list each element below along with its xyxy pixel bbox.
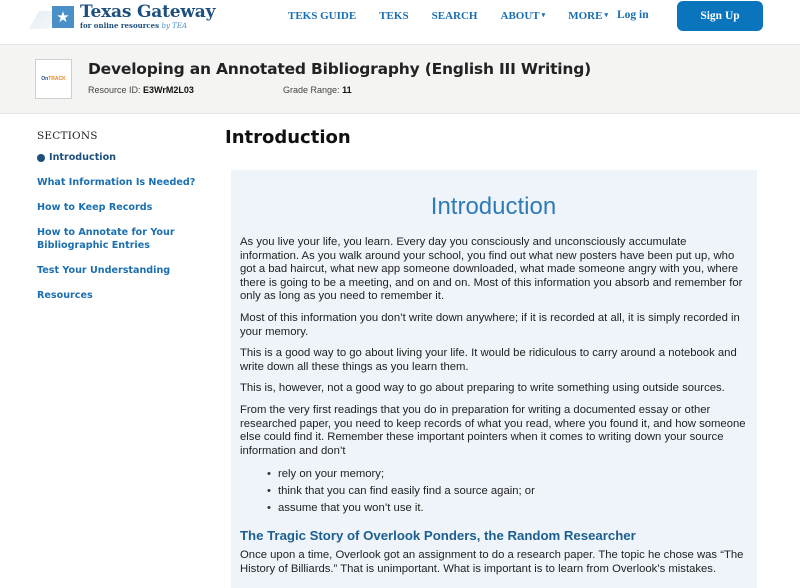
grade-range-label: Grade Range: [283, 85, 340, 95]
sidebar-item-what-information[interactable] [37, 176, 217, 189]
sidebar-item-introduction[interactable] [37, 151, 217, 164]
resource-title: Developing an Annotated Bibliography (English III Writing) [88, 60, 592, 78]
paragraph: From the very first readings that you do in preparation for writing a documented essay or other researched paper, you need to keep records of what you read, where you found it, and how someone else could find it. Remember these important pointers when it comes to writing down your source information and don’t [240, 403, 746, 457]
grade-range [283, 85, 352, 95]
logo-subtitle-by: by TEA [161, 22, 187, 30]
ontrack-logo [41, 76, 65, 82]
main-nav [288, 0, 608, 32]
nav-more-dropdown[interactable] [568, 10, 608, 22]
list-item: • think that you can find easily find a source again; or [267, 483, 747, 500]
nav-teks-guide-label: TEKS GUIDE [288, 10, 357, 22]
sidebar-item-label: What Information Is Needed? [37, 177, 196, 188]
sidebar-item-label: How to Annotate for Your Bibliographic Entries [37, 227, 175, 251]
ontrack-logo-b: TRACK [48, 76, 66, 82]
logo-subtitle-text: for online resources [80, 21, 160, 30]
resource-header [0, 44, 800, 114]
list-item: • assume that you won’t use it. [267, 500, 747, 517]
sidebar-item-label: Resources [37, 290, 93, 301]
resource-thumbnail [35, 59, 72, 99]
nav-teks[interactable] [379, 10, 408, 22]
logo-title: Texas Gateway [80, 2, 216, 22]
ontrack-logo-a: On [41, 76, 49, 82]
nav-search[interactable] [432, 10, 478, 22]
sidebar-item-annotate[interactable] [37, 226, 177, 252]
paragraph: This is a good way to go about living your life. It would be ridiculous to carry around a notebook and write down all these things as you learn them. [240, 347, 737, 373]
story-paragraph: Once upon a time, Overlook got an assignment to do a research paper. The topic he chose was “The History of Billiards.” That is unimportant. What is important is to learn from Overlook’s mistakes. [240, 549, 744, 575]
texas-gateway-logo[interactable] [38, 1, 215, 33]
resource-id-value: E3WrM2L03 [143, 85, 194, 95]
section-title: Introduction [225, 127, 351, 148]
resource-id-label: Resource ID: [88, 85, 141, 95]
sections-heading: SECTIONS [37, 130, 98, 142]
star-icon: ★ [52, 6, 74, 28]
sidebar-item-test[interactable] [37, 264, 217, 277]
sidebar-item-resources[interactable] [37, 289, 217, 302]
sidebar-item-label: Test Your Understanding [37, 265, 171, 276]
logo-text [80, 4, 215, 30]
resource-id [88, 85, 194, 95]
active-dot-icon [37, 154, 45, 162]
top-navigation [0, 0, 800, 44]
caret-down-icon: ▾ [604, 11, 608, 19]
nav-search-label: SEARCH [431, 10, 478, 22]
nav-more-label: MORE [568, 10, 603, 22]
sidebar-item-label: How to Keep Records [37, 202, 153, 213]
sidebar-item-label: Introduction [49, 152, 116, 163]
paragraph: This is, however, not a good way to go about preparing to write something using outside sources. [240, 382, 725, 395]
list-item: • rely on your memory; [267, 466, 747, 483]
sign-up-button[interactable]: Sign Up [677, 1, 763, 31]
nav-about-label: ABOUT [500, 10, 540, 22]
content-heading: Introduction [430, 193, 557, 220]
nav-about-dropdown[interactable] [501, 10, 546, 22]
nav-teks-label: TEKS [379, 10, 409, 22]
grade-range-value: 11 [342, 85, 352, 95]
paragraph: Most of this information you don’t write down anywhere; if it is recorded at all, it is simply recorded in your memory. [240, 311, 740, 338]
sidebar-item-keep-records[interactable] [37, 201, 217, 214]
story-subheading: The Tragic Story of Overlook Ponders, the Random Researcher [240, 528, 636, 544]
paragraph: As you live your life, you learn. Every day you consciously and unconsciously accumulate information. As you walk around your school, you find out what new posters have been put up, who got a bad haircut, what new app someone downloaded, what made someone angry with you, where there is going to be a meeting, and on and on. Most of this information you absorb and remember for only as long as you need to remember it. [240, 236, 743, 303]
caret-down-icon: ▾ [541, 11, 546, 19]
pointer-list [267, 466, 747, 517]
login-link[interactable]: Log in [617, 9, 649, 21]
content-panel [231, 170, 757, 588]
logo-subtitle [80, 22, 215, 30]
sections-sidebar [37, 130, 217, 314]
nav-teks-guide[interactable] [288, 10, 356, 22]
